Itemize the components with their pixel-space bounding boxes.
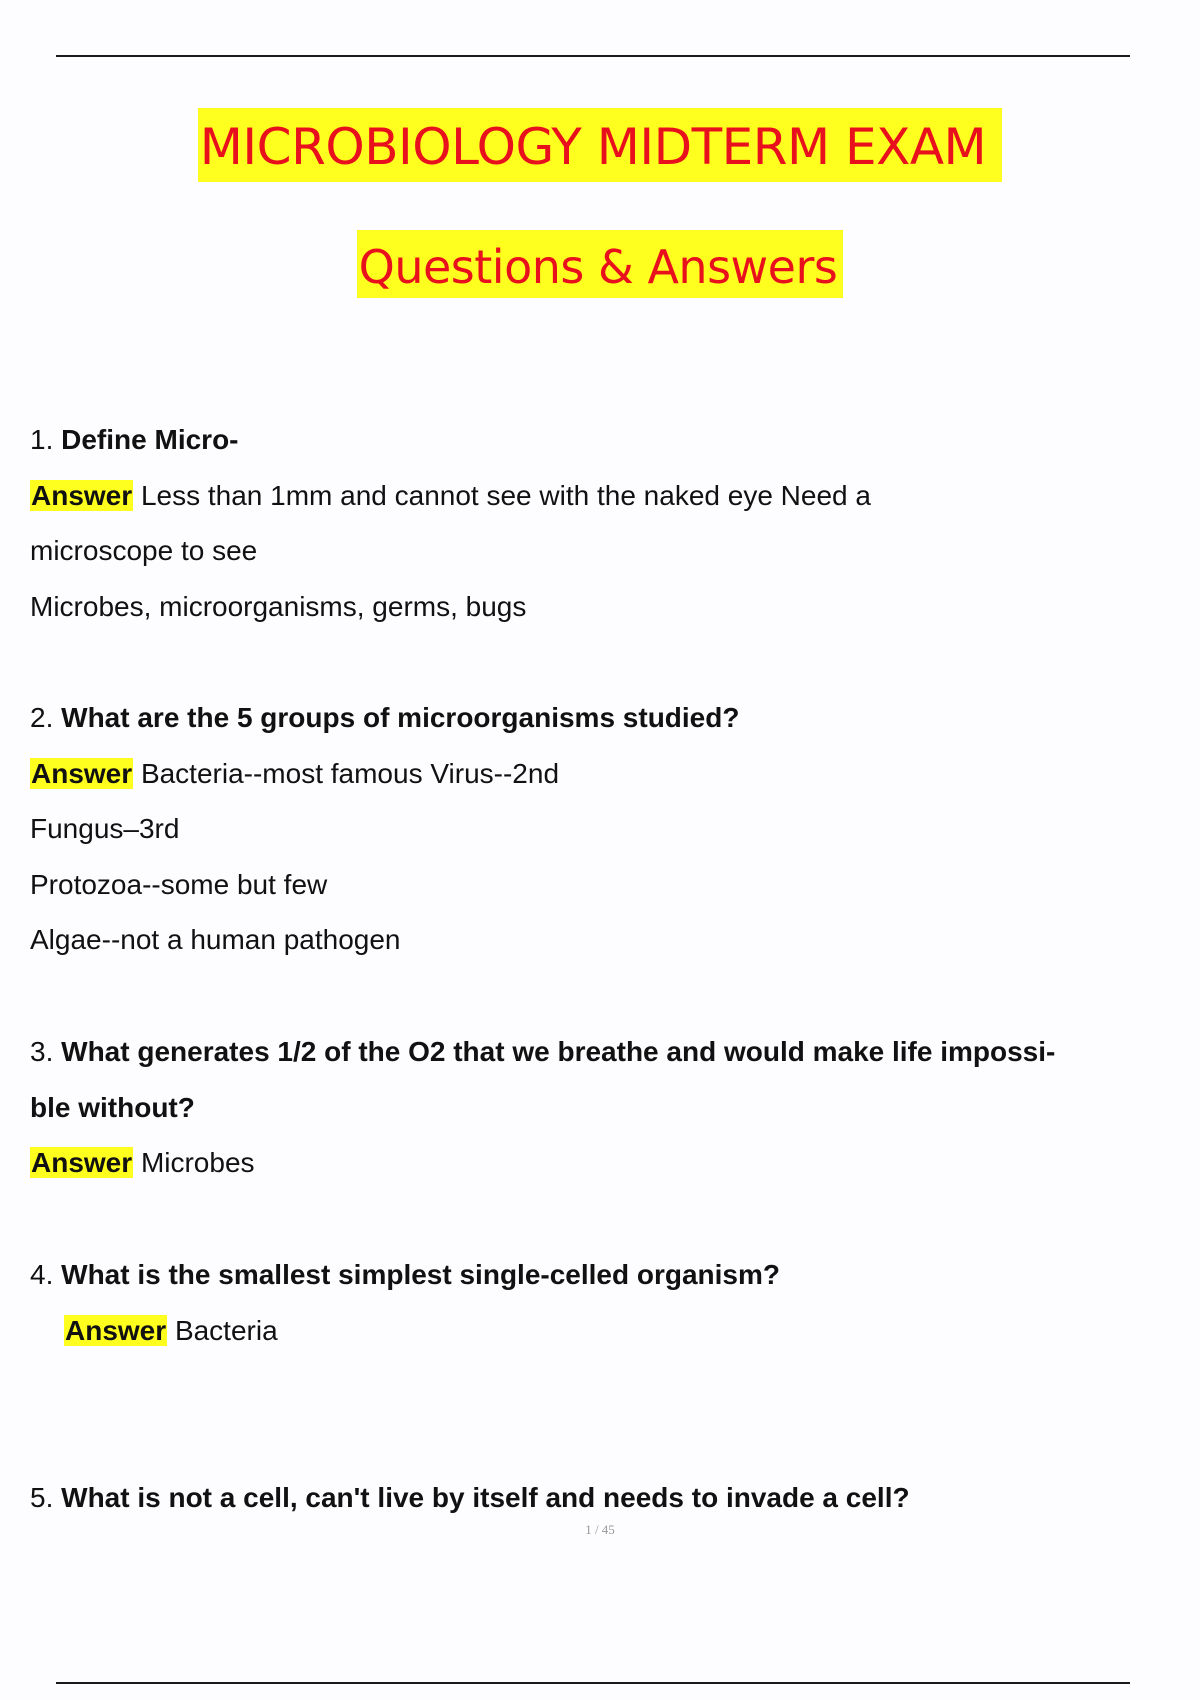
question-line bbox=[30, 1470, 1190, 1526]
answer-label: Answer bbox=[31, 1147, 133, 1178]
question-number: 1. bbox=[30, 424, 54, 455]
title-block bbox=[0, 108, 1200, 182]
answer-text: Microbes bbox=[140, 1147, 255, 1178]
answer-text: Bacteria--most famous Virus--2nd bbox=[140, 757, 560, 789]
subtitle-block bbox=[0, 230, 1200, 298]
answer-text: Fungus–3rd bbox=[30, 813, 180, 844]
question-line bbox=[30, 1247, 1190, 1303]
question-block-1 bbox=[30, 412, 1190, 634]
answer-text: Protozoa--some but few bbox=[30, 868, 328, 900]
question-block-4 bbox=[30, 1247, 1190, 1358]
answer-label: Answer bbox=[31, 757, 133, 789]
answer-label: Answer bbox=[65, 1314, 167, 1346]
question-number: 5. bbox=[30, 1482, 54, 1513]
answer-label: Answer bbox=[31, 479, 133, 511]
answer-text: Microbes, microorganisms, germs, bugs bbox=[30, 590, 527, 622]
answer-line bbox=[30, 746, 1190, 802]
answer-text: microscope to see bbox=[30, 535, 258, 566]
document-subtitle: Questions & Answers bbox=[357, 230, 844, 298]
answer-line bbox=[30, 1135, 1190, 1191]
question-text: What generates 1/2 of the O2 that we breathe and would make life impossi- bbox=[61, 1036, 1056, 1067]
question-block-5 bbox=[30, 1470, 1190, 1526]
answer-line bbox=[30, 1303, 1190, 1359]
answer-line bbox=[30, 468, 1190, 524]
question-block-2 bbox=[30, 690, 1190, 968]
question-text: What is not a cell, can't live by itself and needs to invade a cell? bbox=[61, 1482, 910, 1513]
question-block-3 bbox=[30, 1024, 1190, 1191]
question-line bbox=[30, 412, 1190, 468]
question-line bbox=[30, 690, 1190, 746]
document-title: MICROBIOLOGY MIDTERM EXAM bbox=[198, 108, 1002, 182]
question-text: What is the smallest simplest single-celled organism? bbox=[61, 1259, 781, 1290]
question-text: Define Micro- bbox=[61, 424, 239, 455]
bottom-rule bbox=[56, 1682, 1130, 1684]
question-text-continued: ble without? bbox=[30, 1091, 195, 1123]
question-number: 3. bbox=[30, 1036, 54, 1067]
top-rule bbox=[56, 55, 1130, 57]
answer-text: Algae--not a human pathogen bbox=[30, 924, 401, 955]
question-line bbox=[30, 1024, 1190, 1080]
answer-text: Bacteria bbox=[174, 1314, 278, 1346]
question-number: 4. bbox=[30, 1259, 54, 1290]
question-text: What are the 5 groups of microorganisms studied? bbox=[61, 702, 740, 733]
question-number: 2. bbox=[30, 702, 54, 733]
answer-text: Less than 1mm and cannot see with the naked eye Need a bbox=[140, 479, 871, 511]
page-number: 1 / 45 bbox=[585, 1522, 615, 1537]
